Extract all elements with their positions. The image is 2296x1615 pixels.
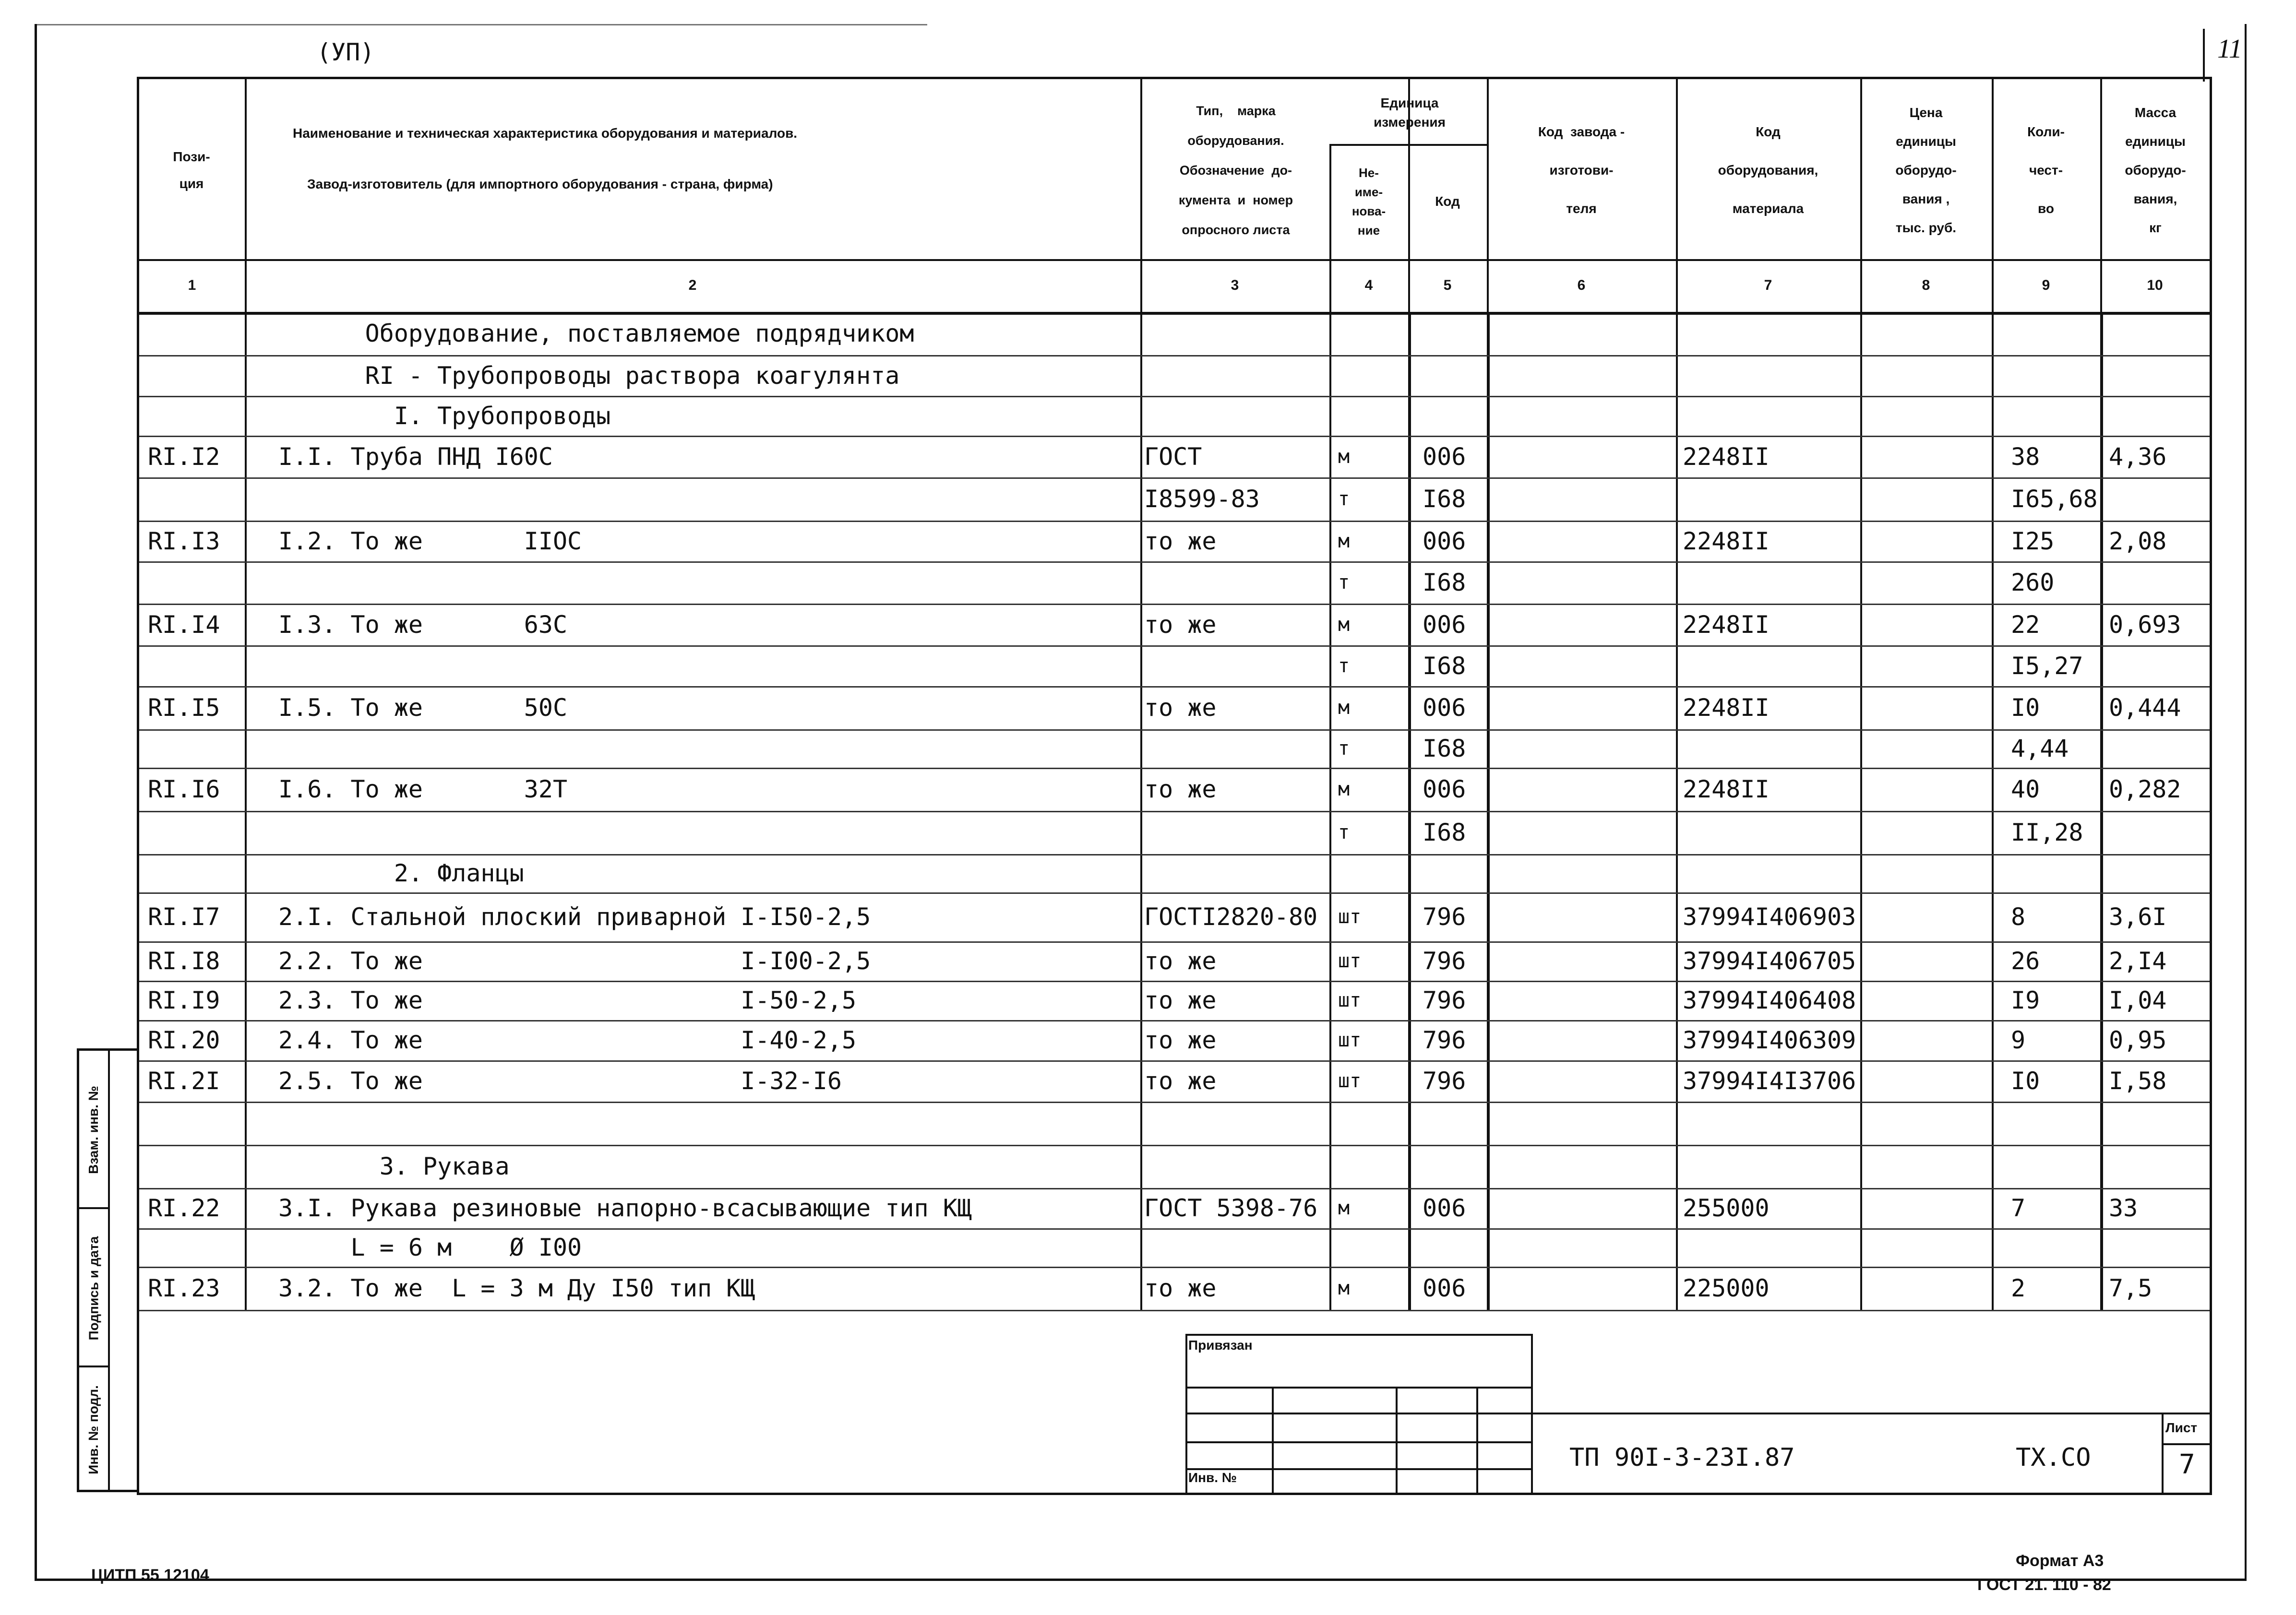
row-document: ГОСТ 5398-76	[1144, 1194, 1318, 1222]
row-name: I.2. То же IIOC	[278, 527, 582, 555]
row-position: RI.I4	[148, 610, 220, 639]
row-position: RI.20	[148, 1026, 220, 1054]
row-position: RI.I6	[148, 775, 220, 803]
row-name: I.6. То же 32Т	[278, 775, 568, 803]
row-quantity: 38	[2011, 442, 2040, 471]
side-stamp	[77, 1048, 139, 1492]
row-document: то же	[1144, 610, 1217, 639]
document-code: ТП 90I-3-23I.87	[1569, 1443, 1795, 1472]
row-quantity: I9	[2011, 986, 2040, 1014]
side-label-replacement: Взам. инв. №	[86, 1086, 101, 1174]
row-equipment-code: 225000	[1683, 1274, 1770, 1302]
row-equipment-code: 37994I406309	[1683, 1026, 1856, 1054]
stamp-privyazan: Привязан	[1188, 1338, 1253, 1353]
row-name: 3.I. Рукава резиновые напорно-всасывающие тип КЩ	[278, 1194, 972, 1222]
header-name-line1: Наименование и техническая характеристика оборудования и материалов.	[293, 126, 798, 141]
row-unit-code: 006	[1423, 610, 1466, 639]
row-unit-code: 006	[1423, 442, 1466, 471]
row-name: 3. Рукава	[278, 1152, 510, 1180]
row-unit-code: 796	[1423, 1026, 1466, 1054]
row-name: I.3. То же 63С	[278, 610, 568, 639]
row-quantity: 4,44	[2011, 735, 2069, 762]
row-quantity: I65,68	[2011, 485, 2098, 513]
row-unit-name: м	[1338, 613, 1350, 636]
row-unit-code: 006	[1423, 1274, 1466, 1302]
row-mass: 7,5	[2109, 1274, 2152, 1302]
row-unit-name: т	[1338, 488, 1350, 510]
row-mass: 2,I4	[2109, 947, 2167, 975]
row-document: то же	[1144, 1067, 1217, 1095]
row-unit-name: шт	[1338, 1070, 1362, 1092]
row-mass: 4,36	[2109, 442, 2167, 471]
row-quantity: 9	[2011, 1026, 2026, 1054]
row-document: то же	[1144, 986, 1217, 1014]
row-quantity: I0	[2011, 1067, 2040, 1095]
row-name: I.5. То же 50С	[278, 694, 568, 722]
column-number: 4	[1364, 277, 1373, 293]
row-name: 2.4. То же I-40-2,5	[278, 1026, 857, 1054]
row-unit-code: I68	[1423, 652, 1466, 680]
column-number: 8	[1922, 277, 1930, 293]
row-quantity: 7	[2011, 1194, 2026, 1222]
row-unit-code: I68	[1423, 735, 1466, 762]
row-unit-name: т	[1338, 737, 1350, 760]
column-number: 5	[1443, 277, 1452, 293]
column-number: 10	[2147, 277, 2163, 293]
row-position: RI.I2	[148, 442, 220, 471]
row-quantity: 40	[2011, 775, 2040, 803]
row-unit-code: I68	[1423, 569, 1466, 596]
row-document: то же	[1144, 694, 1217, 722]
row-equipment-code: 37994I4I3706	[1683, 1067, 1856, 1095]
row-equipment-code: 37994I406408	[1683, 986, 1856, 1014]
row-unit-code: 796	[1423, 903, 1466, 931]
row-unit-code: 006	[1423, 775, 1466, 803]
row-mass: I,58	[2109, 1067, 2167, 1095]
row-document: ГОСТI2820-80	[1144, 903, 1318, 931]
section-code: ТХ.СО	[2016, 1443, 2091, 1472]
header-position: Пози- ция	[173, 149, 210, 191]
row-position: RI.I9	[148, 986, 220, 1014]
row-quantity: I5,27	[2011, 652, 2083, 680]
row-position: RI.23	[148, 1274, 220, 1302]
row-equipment-code: 37994I406903	[1683, 903, 1856, 931]
row-equipment-code: 2248II	[1683, 610, 1770, 639]
row-mass: 0,95	[2109, 1026, 2167, 1054]
footer-left-code: ЦИТП 55 12104	[91, 1566, 209, 1584]
row-position: RI.2I	[148, 1067, 220, 1095]
row-unit-code: 796	[1423, 947, 1466, 975]
row-equipment-code: 2248II	[1683, 442, 1770, 471]
row-position: RI.22	[148, 1194, 220, 1222]
row-document: то же	[1144, 1274, 1217, 1302]
row-unit-code: 006	[1423, 527, 1466, 555]
row-position: RI.I7	[148, 903, 220, 931]
sheet-number: 7	[2179, 1449, 2195, 1480]
header-mass: Масса единицы оборудо- вания, кг	[2125, 105, 2186, 235]
row-mass: 0,444	[2109, 694, 2181, 722]
row-document: то же	[1144, 1026, 1217, 1054]
side-label-signature: Подпись и дата	[86, 1236, 101, 1341]
row-document: I8599-83	[1144, 485, 1260, 513]
row-position: RI.I8	[148, 947, 220, 975]
row-unit-name: шт	[1338, 1029, 1362, 1051]
row-position: RI.I3	[148, 527, 220, 555]
column-number: 1	[188, 277, 196, 293]
row-equipment-code: 2248II	[1683, 694, 1770, 722]
header-type: Тип, марка оборудования. Обозначение до- кумента и номер опросного листа	[1178, 104, 1293, 237]
row-mass: 0,282	[2109, 775, 2181, 803]
stamp-inventory: Инв. №	[1188, 1470, 1237, 1485]
row-position: RI.I5	[148, 694, 220, 722]
footer-gost: ГОСТ 21. 110 - 82	[1977, 1576, 2111, 1594]
page-corner-number: 11	[2217, 34, 2242, 64]
row-name: 2.I. Стальной плоский приварной I-I50-2,5	[278, 903, 871, 931]
row-name: I.I. Труба ПНД I60С	[278, 442, 553, 471]
row-quantity: I0	[2011, 694, 2040, 722]
row-name: 3.2. То же L = 3 м Ду I50 тип КЩ	[278, 1274, 755, 1302]
row-unit-code: 006	[1423, 694, 1466, 722]
row-unit-name: м	[1338, 778, 1350, 800]
column-number: 2	[688, 277, 697, 293]
row-name: I. Трубопроводы	[278, 402, 611, 430]
row-unit-name: шт	[1338, 989, 1362, 1011]
row-quantity: 26	[2011, 947, 2040, 975]
row-quantity: 22	[2011, 610, 2040, 639]
row-unit-code: 796	[1423, 986, 1466, 1014]
row-name: 2. Фланцы	[278, 859, 524, 887]
header-unit-code: Код	[1435, 194, 1460, 209]
row-quantity: 2	[2011, 1274, 2026, 1302]
row-mass: 0,693	[2109, 610, 2181, 639]
row-name: 2.2. То же I-I00-2,5	[278, 947, 871, 975]
header-factory-code: Код завода - изготови- теля	[1538, 124, 1625, 216]
row-name: L = 6 м Ø I00	[278, 1234, 582, 1261]
footer-format: Формат А3	[2016, 1552, 2104, 1570]
side-label-inventory: Инв. № подл.	[86, 1385, 101, 1474]
sheet-label: Лист	[2165, 1420, 2198, 1435]
row-unit-name: м	[1338, 697, 1350, 719]
column-number: 9	[2042, 277, 2050, 293]
row-mass: 3,6I	[2109, 903, 2167, 931]
row-quantity: 260	[2011, 569, 2055, 596]
row-mass: I,04	[2109, 986, 2167, 1014]
header-equipment-code: Код оборудования, материала	[1718, 124, 1818, 216]
row-name: 2.3. То же I-50-2,5	[278, 986, 857, 1014]
row-document: ГОСТ	[1144, 442, 1202, 471]
row-unit-name: шт	[1338, 950, 1362, 972]
row-unit-name: т	[1338, 571, 1350, 594]
row-equipment-code: 2248II	[1683, 527, 1770, 555]
row-unit-name: м	[1338, 530, 1350, 552]
row-unit-name: шт	[1338, 906, 1362, 928]
row-document: то же	[1144, 947, 1217, 975]
row-document: то же	[1144, 775, 1217, 803]
column-number: 7	[1764, 277, 1772, 293]
row-unit-code: 796	[1423, 1067, 1466, 1095]
row-unit-name: м	[1338, 1197, 1350, 1219]
row-name: RI - Трубопроводы раствора коагулянта	[278, 361, 900, 390]
header-unit: Единица измерения	[1374, 95, 1446, 130]
header-price: Цена единицы оборудо- вания , тыс. руб.	[1895, 105, 1957, 235]
row-unit-name: т	[1338, 821, 1350, 843]
row-document: то же	[1144, 527, 1217, 555]
row-quantity: II,28	[2011, 819, 2083, 846]
corner-tick	[2203, 29, 2205, 82]
column-number: 3	[1231, 277, 1239, 293]
row-unit-name: м	[1338, 1277, 1350, 1299]
row-name: 2.5. То же I-32-I6	[278, 1067, 842, 1095]
row-mass: 33	[2109, 1194, 2138, 1222]
row-unit-code: 006	[1423, 1194, 1466, 1222]
column-number: 6	[1577, 277, 1586, 293]
header-quantity: Коли- чест- во	[2027, 124, 2065, 216]
row-unit-code: I68	[1423, 819, 1466, 846]
row-unit-code: I68	[1423, 485, 1466, 513]
document-mark: (УП)	[317, 38, 375, 66]
row-unit-name: м	[1338, 445, 1350, 468]
row-quantity: I25	[2011, 527, 2055, 555]
row-equipment-code: 37994I406705	[1683, 947, 1856, 975]
row-name: Оборудование, поставляемое подрядчиком	[278, 320, 914, 347]
row-equipment-code: 2248II	[1683, 775, 1770, 803]
row-unit-name: т	[1338, 654, 1350, 677]
header-name-line2: Завод-изготовитель (для импортного оборудования - страна, фирма)	[307, 177, 773, 191]
header-unit-name: Не- име- нова- ние	[1351, 166, 1386, 238]
row-equipment-code: 255000	[1683, 1194, 1770, 1222]
row-quantity: 8	[2011, 903, 2026, 931]
row-mass: 2,08	[2109, 527, 2167, 555]
